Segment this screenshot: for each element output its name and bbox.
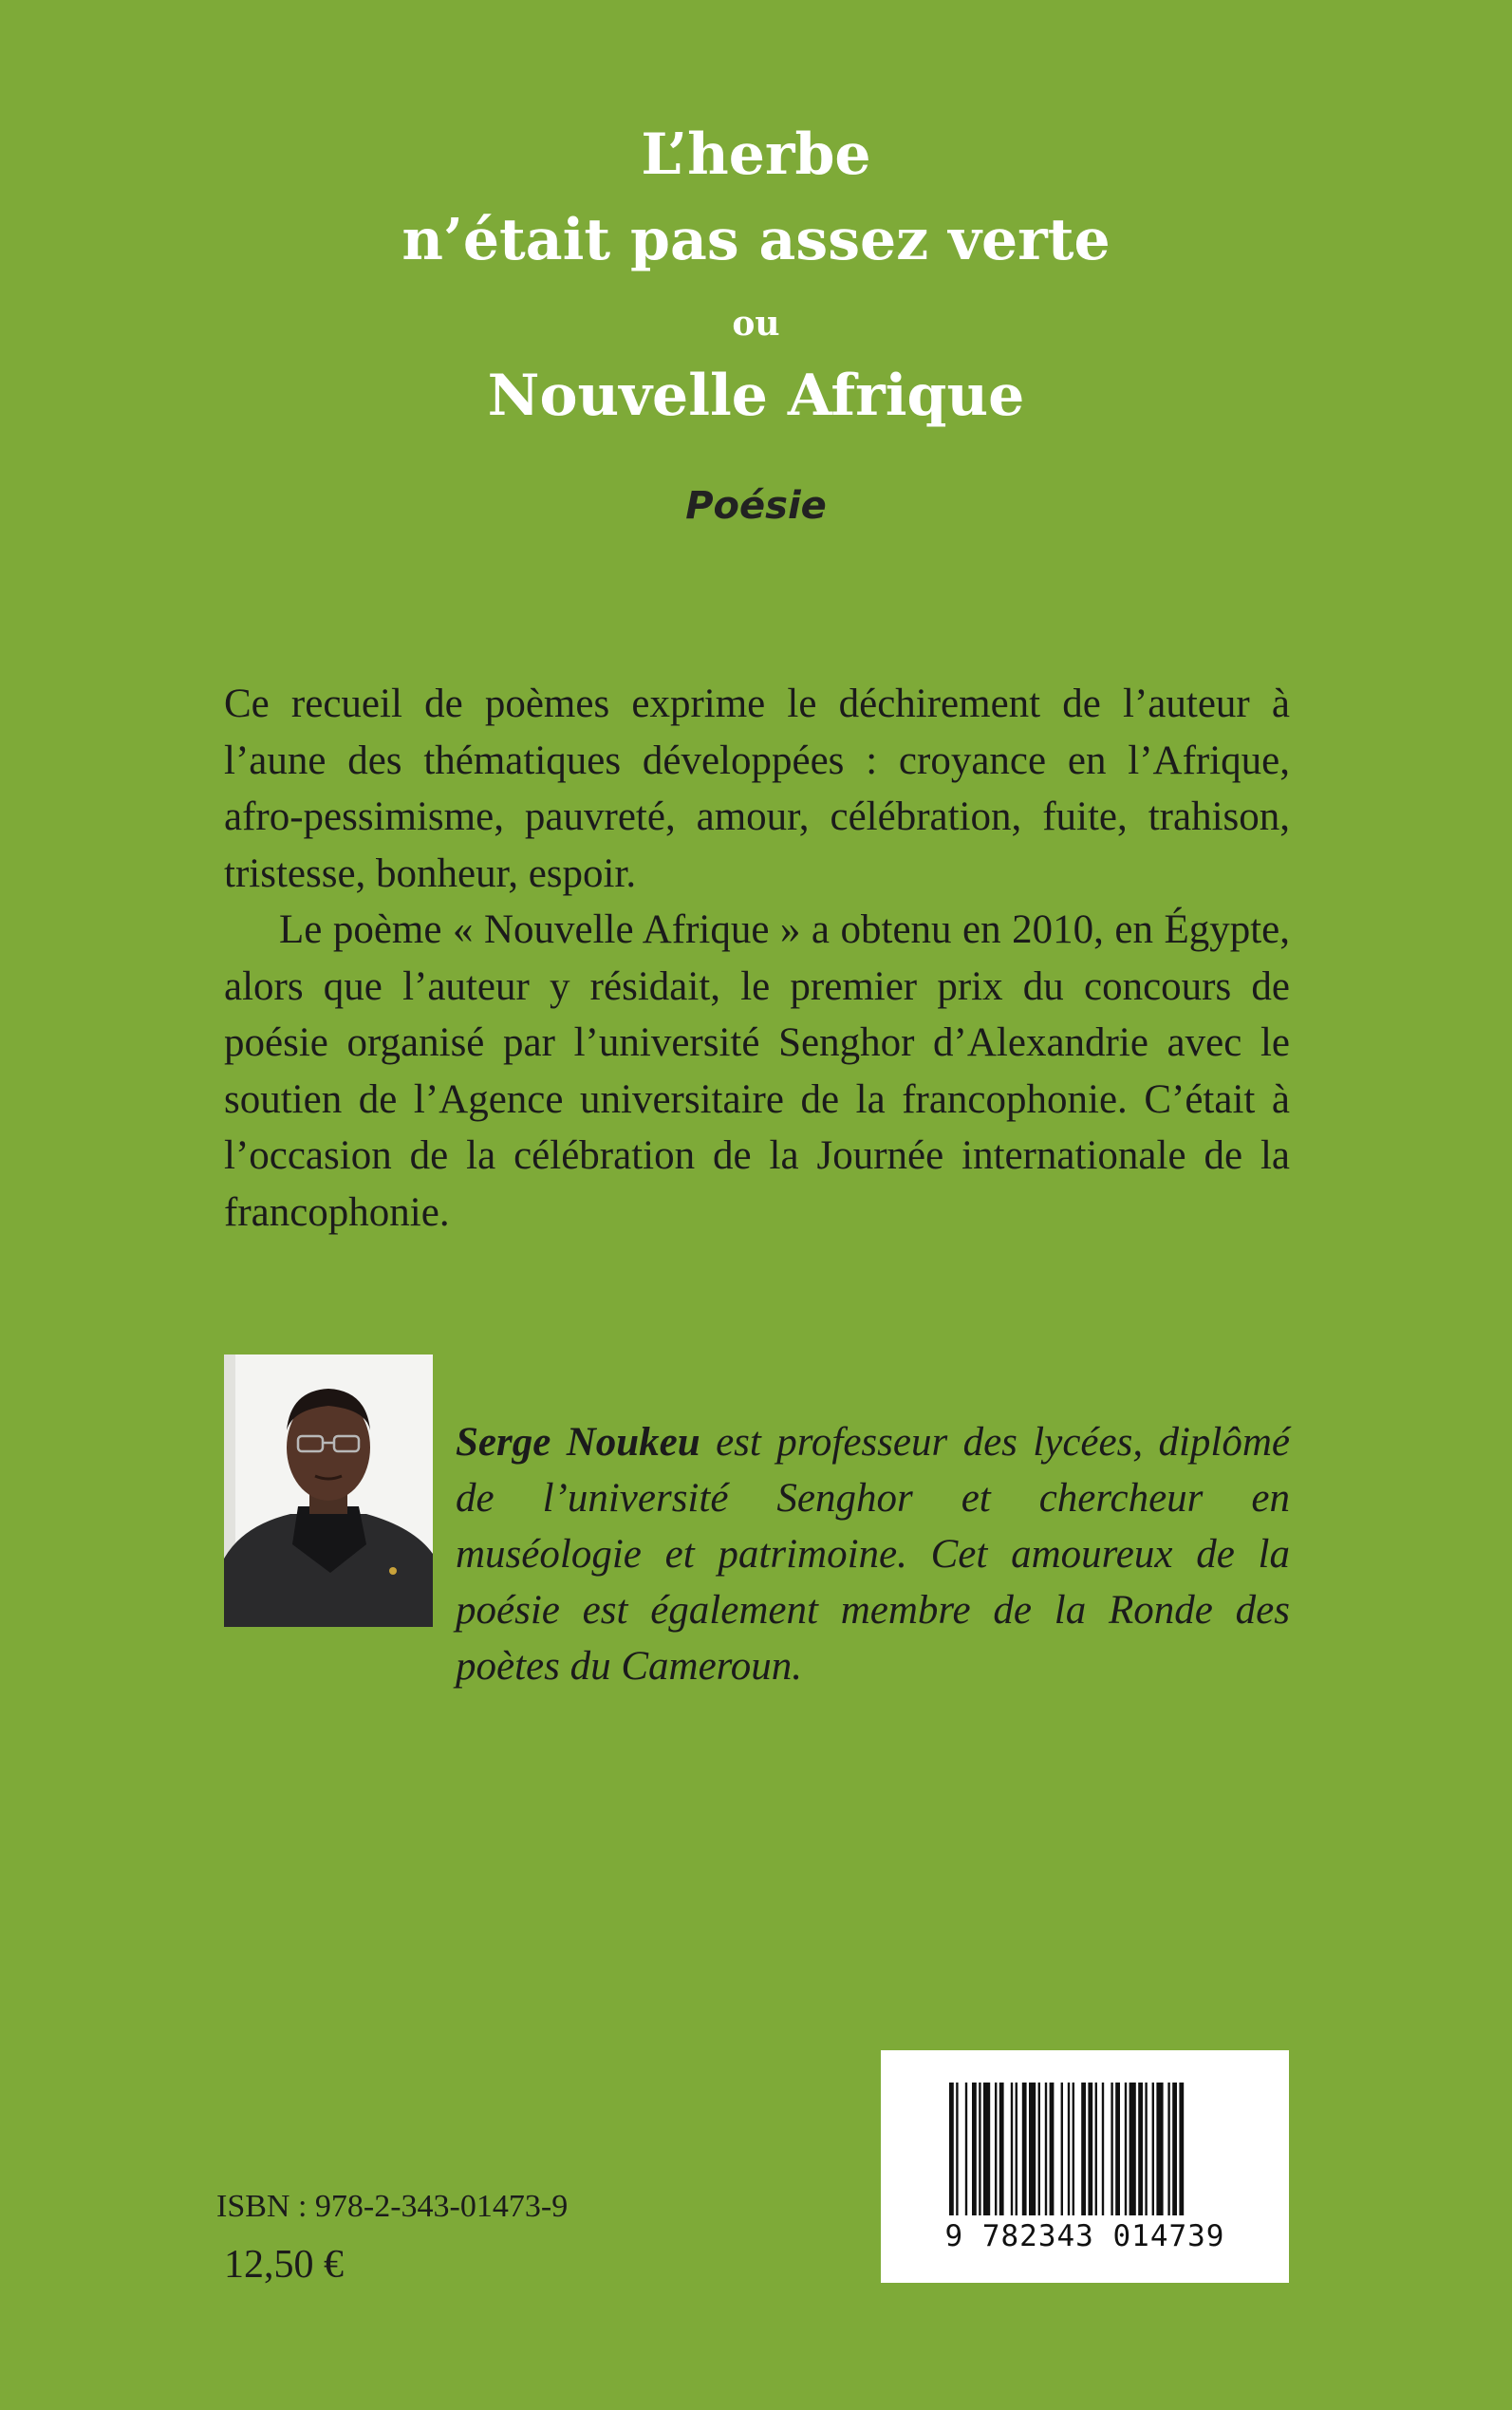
barcode-bar (1129, 2083, 1136, 2215)
barcode-bar (1088, 2083, 1092, 2215)
barcode-bar (1156, 2083, 1163, 2215)
barcode-bar (1011, 2083, 1013, 2215)
barcode-bar (999, 2083, 1004, 2215)
summary-text (224, 676, 1290, 1241)
barcode-bar (979, 2083, 980, 2215)
author-name: Serge Noukeu (456, 1420, 700, 1465)
barcode-bar (1115, 2083, 1120, 2215)
barcode-bar (1125, 2083, 1127, 2215)
barcode-bar (1095, 2083, 1097, 2215)
title-line-1: L’herbe (641, 121, 871, 188)
price-label: 12,50 € (224, 2243, 344, 2287)
barcode-bar (1022, 2083, 1027, 2215)
barcode-bar (1179, 2083, 1184, 2215)
barcode-bar (1038, 2083, 1040, 2215)
isbn-label: ISBN : 978-2-343-01473-9 (216, 2189, 569, 2224)
summary-paragraph-1: Ce recueil de poèmes exprime le déchirement de l’auteur à l’aune des thématiques développées : croyance en l’Afrique, afro-pessimisme, pauvreté, amour, célébration, fuite, trahison, tristesse, bonheur, espoir. (224, 682, 1290, 896)
author-bio-text: est professeur des lycées, diplômé de l’université Senghor et chercheur en muséologie et patrimoine. Cet amoureux de la poésie est également membre de la Ronde des poètes du Cameroun. (456, 1420, 1290, 1689)
barcode-bar (1152, 2083, 1154, 2215)
barcode-bar (1111, 2083, 1112, 2215)
barcode-bar (1172, 2083, 1177, 2215)
title-connector: ou (732, 304, 780, 344)
barcode-bar (1081, 2083, 1086, 2215)
barcode-bar (1138, 2083, 1143, 2215)
genre-label: Poésie (685, 484, 827, 528)
barcode-bar (1167, 2083, 1169, 2215)
barcode-digits: 9 782343 014739 (944, 2219, 1225, 2253)
barcode-bar (1045, 2083, 1047, 2215)
author-photo (224, 1354, 433, 1627)
barcode-bar (956, 2083, 958, 2215)
barcode-bar (1061, 2083, 1063, 2215)
author-bio (456, 1414, 1290, 1694)
title-line-3: Nouvelle Afrique (487, 363, 1025, 429)
barcode-bar (1029, 2083, 1036, 2215)
barcode-bar (972, 2083, 977, 2215)
summary-paragraph-2: Le poème « Nouvelle Afrique » a obtenu en 2010, en Égypte, alors que l’auteur y résidait, le premier prix du concours de poésie organisé par l’université Senghor d’Alexandrie avec le soutien de l’Agence universitaire de la francophonie. C’était à l’occasion de la célébration de la Journée internationale de la francophonie. (224, 907, 1290, 1235)
barcode (881, 2050, 1289, 2283)
barcode-bar (1073, 2083, 1074, 2215)
barcode-bar (1068, 2083, 1070, 2215)
barcode-bar (965, 2083, 967, 2215)
author-portrait-image (224, 1354, 433, 1627)
barcode-bar (1145, 2083, 1147, 2215)
barcode-bar (949, 2083, 954, 2215)
barcode-bar (1102, 2083, 1104, 2215)
barcode-bar (995, 2083, 997, 2215)
barcode-bar (1050, 2083, 1055, 2215)
barcode-bar (983, 2083, 990, 2215)
title-line-2: n’était pas assez verte (401, 207, 1111, 273)
barcode-bar (1016, 2083, 1017, 2215)
